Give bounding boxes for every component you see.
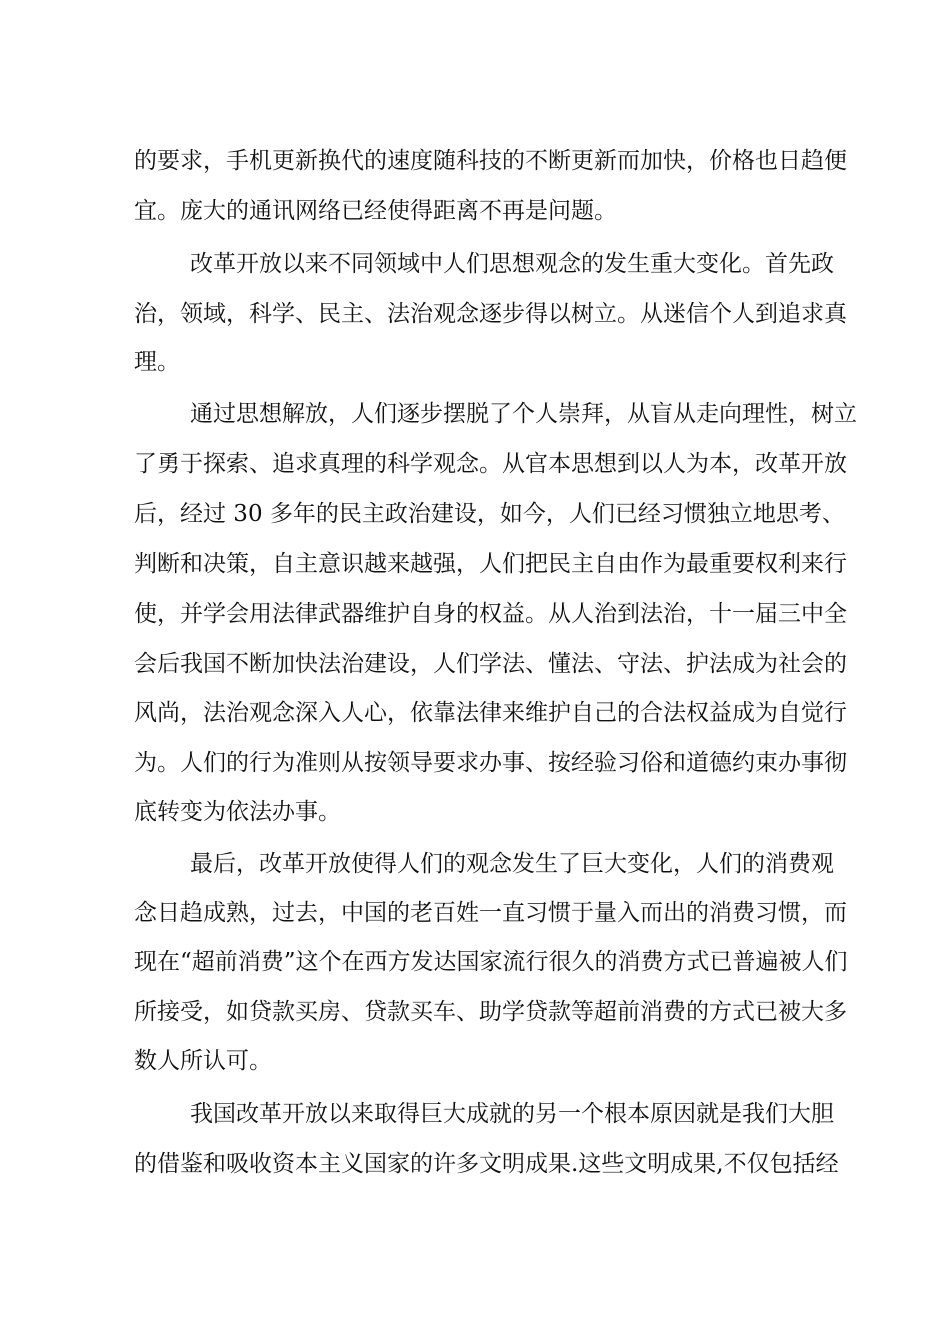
paragraph-3-line-2: 了勇于探索、追求真理的科学观念。从官本思想到以人为本，改革开放 xyxy=(134,451,847,477)
paragraph-3-line-1: 通过思想解放，人们逐步摆脱了个人崇拜，从盲从走向理性，树立 xyxy=(190,401,857,427)
paragraph-3-line-6: 会后我国不断加快法治建设，人们学法、懂法、守法、护法成为社会的 xyxy=(134,651,847,677)
paragraph-1-line-2: 宜。庞大的通讯网络已经使得距离不再是问题。 xyxy=(134,198,617,224)
paragraph-4-line-5: 数人所认可。 xyxy=(134,1048,272,1074)
paragraph-3-line-9: 底转变为依法办事。 xyxy=(134,799,341,825)
paragraph-4-line-2: 念日趋成熟，过去，中国的老百姓一直习惯于量入而出的消费习惯，而 xyxy=(134,900,847,926)
paragraph-4-line-4: 所接受，如贷款买房、贷款买车、助学贷款等超前消费的方式已被大多 xyxy=(134,999,847,1025)
paragraph-5-line-1: 我国改革开放以来取得巨大成就的另一个根本原因就是我们大胆 xyxy=(190,1101,834,1127)
paragraph-3-line-8: 为。人们的行为准则从按领导要求办事、按经验习俗和道德约束办事彻 xyxy=(134,750,847,776)
paragraph-1-line-1: 的要求，手机更新换代的速度随科技的不断更新而加快，价格也日趋便 xyxy=(134,148,847,174)
paragraph-2-line-3: 理。 xyxy=(134,349,180,375)
paragraph-3-line-4: 判断和决策，自主意识越来越强，人们把民主自由作为最重要权利来行 xyxy=(134,551,847,577)
paragraph-4-line-1: 最后，改革开放使得人们的观念发生了巨大变化，人们的消费观 xyxy=(190,851,834,877)
paragraph-3-line-3: 后，经过 30 多年的民主政治建设，如今，人们已经习惯独立地思考、 xyxy=(134,501,845,527)
paragraph-3-line-7: 风尚，法治观念深入人心，依靠法律来维护自己的合法权益成为自觉行 xyxy=(134,700,847,726)
paragraph-2-line-1: 改革开放以来不同领域中人们思想观念的发生重大变化。首先政 xyxy=(190,251,834,277)
paragraph-2-line-2: 治，领域，科学、民主、法治观念逐步得以树立。从迷信个人到追求真 xyxy=(134,301,847,327)
paragraph-3-line-5: 使，并学会用法律武器维护自身的权益。从人治到法治，十一届三中全 xyxy=(134,601,847,627)
paragraph-5-line-2: 的借鉴和吸收资本主义国家的许多文明成果.这些文明成果,不仅包括经 xyxy=(134,1151,839,1177)
paragraph-4-line-3: 现在“超前消费”这个在西方发达国家流行很久的消费方式已普遍被人们 xyxy=(134,949,848,975)
